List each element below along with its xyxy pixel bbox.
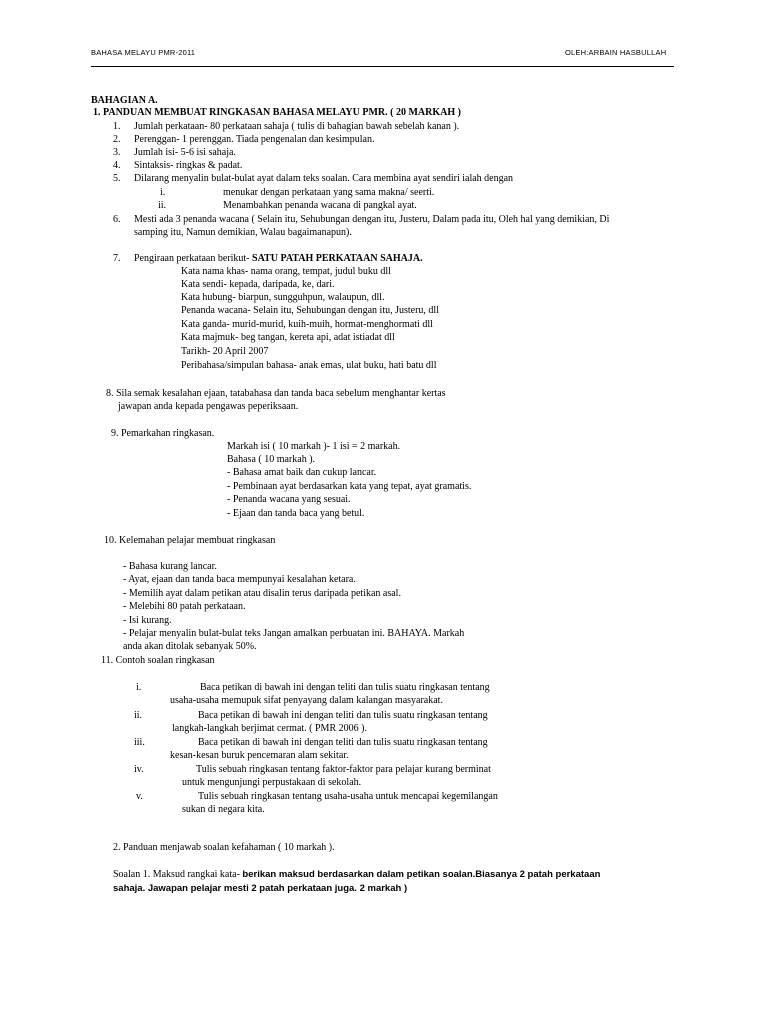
example-number: iv.	[134, 764, 144, 775]
example-text: Tulis sebuah ringkasan tentang usaha-usaha untuk mencapai kegemilangan	[198, 791, 498, 802]
word-count-item: Kata sendi- kepada, daripada, ke, dari.	[181, 279, 335, 290]
rule-text: Perenggan- 1 perenggan. Tiada pengenalan dan kesimpulan.	[134, 134, 375, 145]
example-text-cont: langkah-langkah berjimat cermat. ( PMR 2006 ).	[172, 723, 367, 734]
rule7-emphasis: SATU PATAH PERKATAAN SAHAJA.	[252, 253, 423, 264]
question1-answer-guide: berikan maksud berdasarkan dalam petikan soalan.Biasanya 2 patah perkataan	[242, 869, 601, 880]
question1-lead: Soalan 1. Maksud rangkai kata-	[113, 869, 240, 880]
example-text-cont: kesan-kesan buruk pencemaran alam sekitar.	[170, 750, 349, 761]
header-left: BAHASA MELAYU PMR-2011	[91, 48, 196, 57]
weakness-item: - Bahasa kurang lancar.	[123, 561, 217, 572]
rule7-line	[134, 253, 423, 265]
weakness-item: - Melebihi 80 patah perkataan.	[123, 601, 246, 612]
example-text: Baca petikan di bawah ini dengan teliti dan tulis suatu ringkasan tentang	[200, 682, 490, 693]
rule-number: 5.	[113, 173, 121, 184]
marking-item: - Penanda wacana yang sesuai.	[227, 494, 351, 505]
example-text: Baca petikan di bawah ini dengan teliti dan tulis suatu ringkasan tentang	[198, 737, 488, 748]
word-count-item: Kata hubung- biarpun, sungguhpun, walaupun, dll.	[181, 292, 385, 303]
rule9-title: 9. Pemarkahan ringkasan.	[111, 428, 215, 439]
word-count-item: Penanda wacana- Selain itu, Sehubungan dengan itu, Justeru, dll	[181, 305, 439, 316]
weakness-item: anda akan ditolak sebanyak 50%.	[123, 641, 257, 652]
marking-item: - Ejaan dan tanda baca yang betul.	[227, 508, 365, 519]
example-text: Tulis sebuah ringkasan tentang faktor-faktor para pelajar kurang berminat	[196, 764, 491, 775]
example-number: iii.	[134, 737, 145, 748]
example-text-cont: untuk mengunjungi perpustakaan di sekolah.	[182, 777, 362, 788]
weakness-item: - Pelajar menyalin bulat-bulat teks Jangan amalkan perbuatan ini. BAHAYA. Markah	[123, 628, 465, 639]
example-text: Baca petikan di bawah ini dengan teliti dan tulis suatu ringkasan tentang	[198, 710, 488, 721]
part1-title: 1. PANDUAN MEMBUAT RINGKASAN BAHASA MELAYU PMR. ( 20 MARKAH )	[93, 107, 461, 118]
rule-number: 1.	[113, 121, 121, 132]
header-divider	[91, 66, 674, 67]
example-number: v.	[136, 791, 143, 802]
weakness-item: - Isi kurang.	[123, 615, 172, 626]
sub-text: menukar dengan perkataan yang sama makna/ seerti.	[223, 187, 435, 198]
rule-text: Mesti ada 3 penanda wacana ( Selain itu, Sehubungan dengan itu, Justeru, Dalam pada itu, Oleh hal yang demikian, Di	[134, 214, 610, 225]
sub-text: Menambahkan penanda wacana di pangkal ayat.	[223, 200, 417, 211]
rule-text: Jumlah isi- 5-6 isi sahaja.	[134, 147, 236, 158]
part2-title: 2. Panduan menjawab soalan kefahaman ( 10 markah ).	[113, 842, 335, 853]
marking-item: Bahasa ( 10 markah ).	[227, 454, 316, 465]
rule-number: 3.	[113, 147, 121, 158]
section-title: BAHAGIAN A.	[91, 95, 158, 106]
rule8-line1: 8. Sila semak kesalahan ejaan, tatabahasa dan tanda baca sebelum menghantar kertas	[106, 388, 446, 399]
rule10-title: 10. Kelemahan pelajar membuat ringkasan	[104, 535, 276, 546]
question1-line2: sahaja. Jawapan pelajar mesti 2 patah perkataan juga. 2 markah )	[113, 883, 408, 894]
rule-text-cont: samping itu, Namun demikian, Walau bagaimanapun).	[134, 227, 352, 238]
rule8-line2: jawapan anda kepada pengawas peperiksaan.	[118, 401, 299, 412]
example-number: ii.	[134, 710, 143, 721]
marking-item: - Pembinaan ayat berdasarkan kata yang tepat, ayat gramatis.	[227, 481, 472, 492]
marking-item: - Bahasa amat baik dan cukup lancar.	[227, 467, 377, 478]
weakness-item: - Memilih ayat dalam petikan atau disalin terus daripada petikan asal.	[123, 588, 401, 599]
example-text-cont: sukan di negara kita.	[182, 804, 265, 815]
rule-number: 7.	[113, 253, 121, 264]
word-count-item: Kata ganda- murid-murid, kuih-muih, hormat-menghormati dll	[181, 319, 433, 330]
rule-number: 4.	[113, 160, 121, 171]
word-count-item: Kata nama khas- nama orang, tempat, judul buku dll	[181, 266, 391, 277]
rule11-title: 11. Contoh soalan ringkasan	[101, 655, 215, 666]
word-count-item: Peribahasa/simpulan bahasa- anak emas, ulat buku, hati batu dll	[181, 360, 437, 371]
weakness-item: - Ayat, ejaan dan tanda baca mempunyai kesalahan ketara.	[123, 574, 356, 585]
sub-number: ii.	[158, 200, 167, 211]
example-text-cont: usaha-usaha memupuk sifat penyayang dalam kalangan masyarakat.	[170, 695, 443, 706]
word-count-item: Kata majmuk- beg tangan, kereta api, adat istiadat dll	[181, 332, 395, 343]
rule-number: 2.	[113, 134, 121, 145]
marking-item: Markah isi ( 10 markah )- 1 isi = 2 markah.	[227, 441, 401, 452]
word-count-item: Tarikh- 20 April 2007	[181, 346, 269, 357]
rule-number: 6.	[113, 214, 121, 225]
rule-text: Jumlah perkataan- 80 perkataan sahaja ( tulis di bahagian bawah sebelah kanan ).	[134, 121, 460, 132]
sub-number: i.	[160, 187, 166, 198]
rule-text: Dilarang menyalin bulat-bulat ayat dalam teks soalan. Cara membina ayat sendiri ialah dengan	[134, 173, 514, 184]
example-number: i.	[136, 682, 142, 693]
rule-text: Sintaksis- ringkas & padat.	[134, 160, 243, 171]
header-right: OLEH:ARBAIN HASBULLAH	[565, 48, 667, 57]
rule7-lead: Pengiraan perkataan berikut-	[134, 253, 250, 264]
question1-line1	[113, 869, 600, 881]
